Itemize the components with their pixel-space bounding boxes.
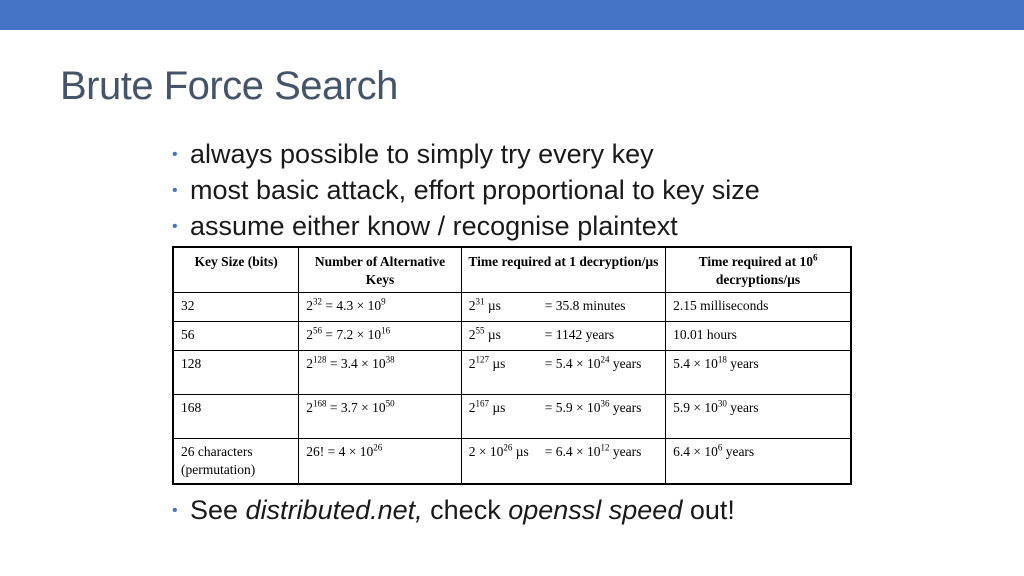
bullet-text: most basic attack, effort proportional to key size <box>190 175 760 205</box>
cell-time-1e6: 2.15 milliseconds <box>666 293 851 322</box>
bullet-text: assume either know / recognise plaintext <box>190 211 678 241</box>
slide-title: Brute Force Search <box>60 64 398 108</box>
bottom-suffix: out! <box>682 495 735 525</box>
bottom-prefix: See <box>190 495 246 525</box>
table-row <box>173 439 851 485</box>
openssl-speed-text: openssl speed <box>508 495 683 525</box>
bullet-dot-icon: • <box>172 182 178 199</box>
header-alt-keys: Number of Alternative Keys <box>299 247 461 293</box>
cell-key-size: 168 <box>173 395 299 439</box>
cell-key-size: 56 <box>173 322 299 351</box>
bullet-item <box>172 136 760 172</box>
cell-key-size: 32 <box>173 293 299 322</box>
bullet-text: always possible to simply try every key <box>190 139 654 169</box>
table-header-row <box>173 247 851 293</box>
cell-time-1e6: $5.9 \times 10^{30}$ years <box>666 395 851 439</box>
bottom-bullet <box>172 492 735 529</box>
header-key-size: Key Size (bits) <box>173 247 299 293</box>
table-row <box>173 351 851 395</box>
top-accent-bar <box>0 0 1024 30</box>
cell-alt-keys: $2^{56} = 7.2 \times 10^{16}$ <box>299 322 461 351</box>
cell-time-1: $2^{55}$ µs = 1142 years <box>461 322 665 351</box>
bullet-item <box>172 208 760 244</box>
cell-time-1: $2^{167}$ $\mu s = 5.9 \times 10^{36}$ years <box>461 395 665 439</box>
key-size-table <box>172 246 852 485</box>
cell-alt-keys: 26! = $4 \times 10^{26}$ <box>299 439 461 485</box>
bullet-item <box>172 172 760 208</box>
bullet-list <box>172 136 760 244</box>
bullet-dot-icon: • <box>172 146 178 163</box>
cell-time-1e6: $6.4 \times 10^6$ years <box>666 439 851 485</box>
bottom-middle: check <box>422 495 509 525</box>
distributed-net-text: distributed.net, <box>245 495 423 525</box>
table-row <box>173 293 851 322</box>
cell-key-size: 128 <box>173 351 299 395</box>
bullet-dot-icon: • <box>172 502 178 519</box>
cell-time-1: $2^{31}$ µs = 35.8 minutes <box>461 293 665 322</box>
cell-time-1e6: 10.01 hours <box>666 322 851 351</box>
cell-time-1: $2 \times 10^{26}$ $\mu s = 6.4 \times 10^{12}$ years <box>461 439 665 485</box>
cell-alt-keys: $2^{128} = 3.4 \times 10^{38}$ <box>299 351 461 395</box>
cell-time-1e6: $5.4 \times 10^{18}$ years <box>666 351 851 395</box>
table-row <box>173 395 851 439</box>
header-time-1: Time required at 1 decryption/µs <box>461 247 665 293</box>
cell-alt-keys: $2^{32} = 4.3 \times 10^9$ <box>299 293 461 322</box>
header-time-1e6: Time required at $10^6$ decryptions/µs <box>666 247 851 293</box>
bullet-dot-icon: • <box>172 218 178 235</box>
cell-alt-keys: $2^{168} = 3.7 \times 10^{50}$ <box>299 395 461 439</box>
cell-key-size: 26 characters (permutation) <box>173 439 299 485</box>
table-row <box>173 322 851 351</box>
cell-time-1: $2^{127}$ $\mu s = 5.4 \times 10^{24}$ years <box>461 351 665 395</box>
